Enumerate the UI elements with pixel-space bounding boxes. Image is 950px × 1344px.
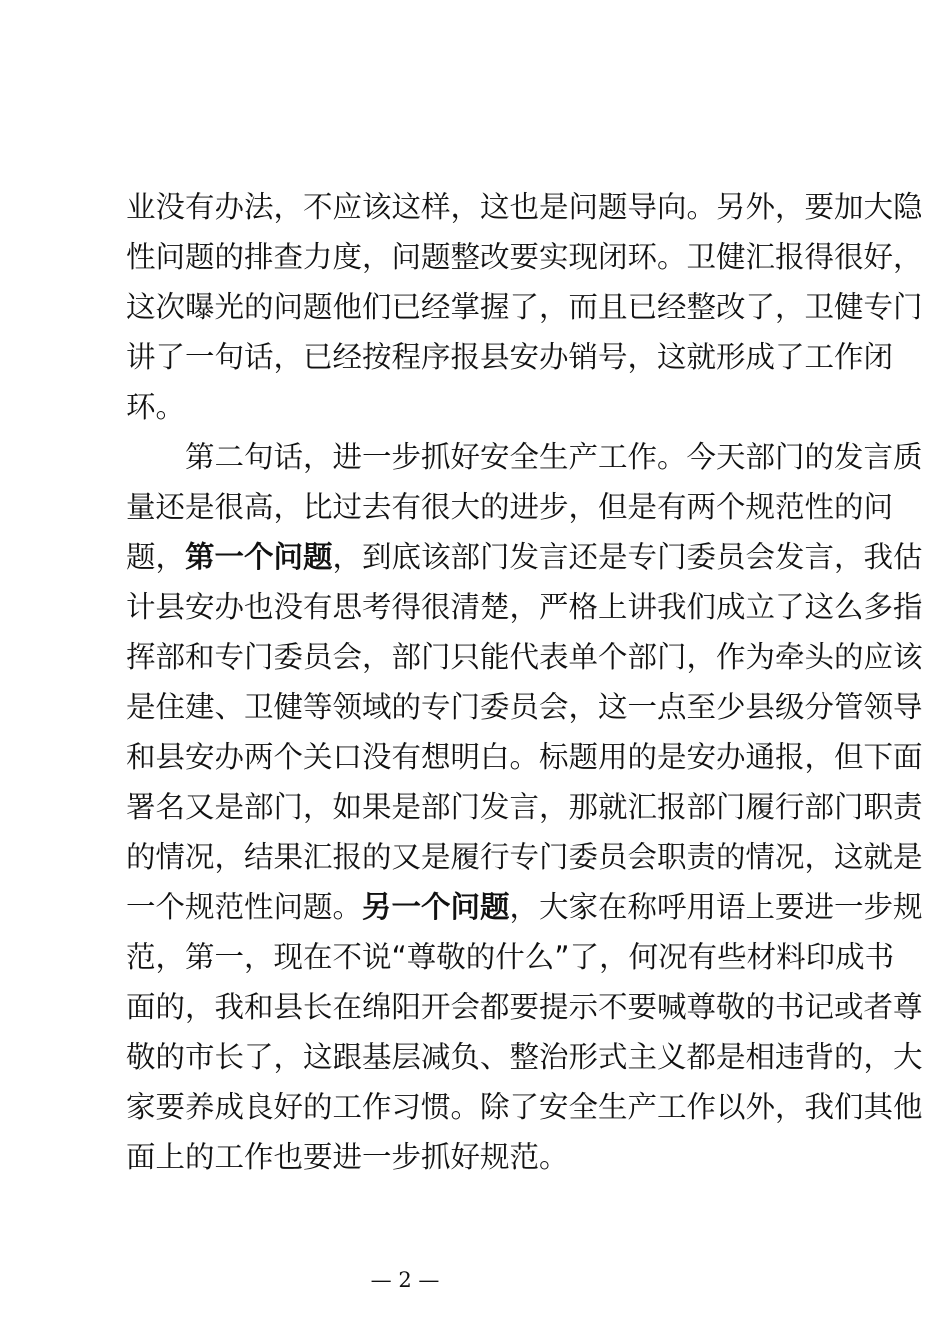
text-line — [126, 532, 923, 582]
text-line: 面的，我和县长在绵阳开会都要提示不要喊尊敬的书记或者尊 — [126, 990, 923, 1024]
paragraph-2 — [126, 432, 923, 1182]
text-line: 计县安办也没有思考得很清楚，严格上讲我们成立了这么多指 — [126, 590, 923, 624]
text-line: 敬的市长了，这跟基层减负、整治形式主义都是相违背的，大 — [126, 1040, 923, 1074]
paragraph-1 — [126, 182, 923, 432]
text-line: 这次曝光的问题他们已经掌握了，而且已经整改了，卫健专门 — [126, 290, 923, 324]
text-line: 环。 — [126, 390, 186, 424]
bold-emphasis-second-issue: 另一个问题 — [362, 890, 510, 924]
text-line: 第二句话，进一步抓好安全生产工作。今天部门的发言质 — [185, 440, 923, 474]
text-line: 署名又是部门，如果是部门发言，那就汇报部门履行部门职责 — [126, 790, 923, 824]
document-body — [126, 182, 923, 1182]
text-run: ，到底该部门发言还是专门委员会发言，我估 — [332, 540, 923, 574]
text-line: 和县安办两个关口没有想明白。标题用的是安办通报，但下面 — [126, 740, 923, 774]
text-run: 一个规范性问题。 — [126, 890, 363, 924]
text-line: 挥部和专门委员会，部门只能代表单个部门，作为牵头的应该 — [126, 640, 923, 674]
text-line: 范，第一，现在不说“尊敬的什么”了，何况有些材料印成书 — [126, 940, 895, 974]
page-number: — 2 — — [370, 1268, 440, 1292]
bold-emphasis-first-issue: 第一个问题 — [185, 540, 333, 574]
text-line: 讲了一句话，已经按程序报县安办销号，这就形成了工作闭 — [126, 340, 894, 374]
text-line: 量还是很高，比过去有很大的进步，但是有两个规范性的问 — [126, 490, 894, 524]
text-line: 面上的工作也要进一步抓好规范。 — [126, 1140, 569, 1174]
text-line: 性问题的排查力度，问题整改要实现闭环。卫健汇报得很好， — [126, 240, 923, 274]
text-run: 题， — [126, 540, 186, 574]
text-line: 业没有办法，不应该这样，这也是问题导向。另外，要加大隐 — [126, 190, 923, 224]
text-line — [126, 882, 923, 932]
text-line: 的情况，结果汇报的又是履行专门委员会职责的情况，这就是 — [126, 840, 923, 874]
text-line: 是住建、卫健等领域的专门委员会，这一点至少县级分管领导 — [126, 690, 923, 724]
text-line: 家要养成良好的工作习惯。除了安全生产工作以外，我们其他 — [126, 1090, 923, 1124]
text-run: ，大家在称呼用语上要进一步规 — [509, 890, 923, 924]
